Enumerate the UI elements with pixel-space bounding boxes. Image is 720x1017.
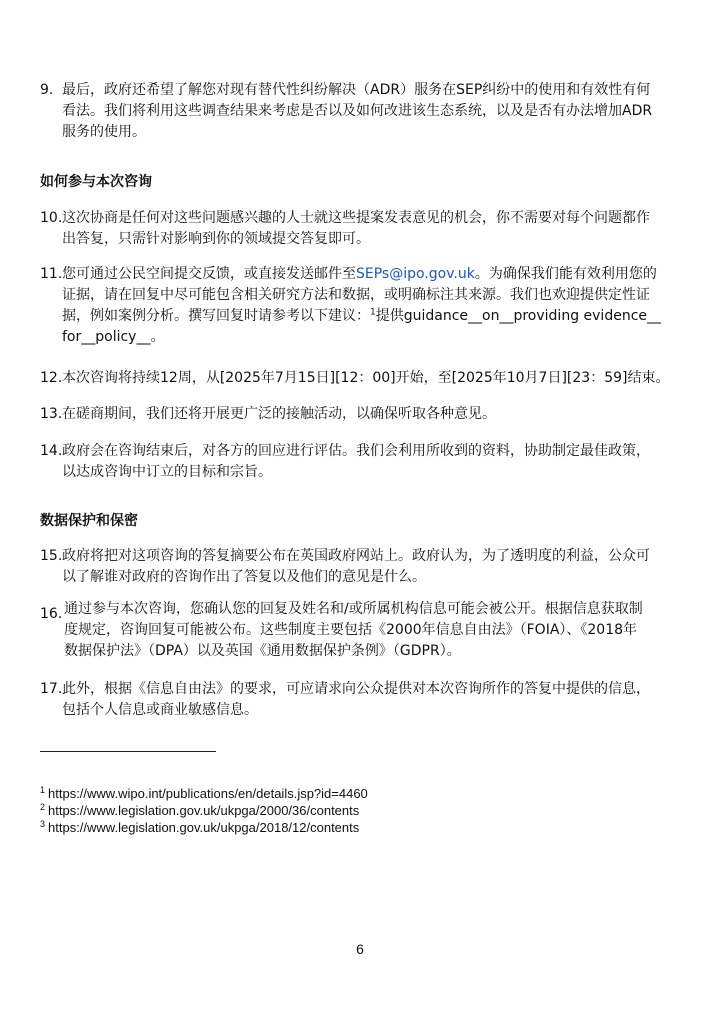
paragraph-line: 服务的使用。 bbox=[62, 124, 146, 140]
line-text: 您可通过公民空间提交反馈，或直接发送邮件至 bbox=[62, 266, 356, 282]
paragraph-16 bbox=[40, 599, 685, 662]
paragraph-line: 以达成咨询中订立的目标和宗旨。 bbox=[62, 464, 272, 480]
paragraph-number: 10. bbox=[40, 210, 63, 226]
paragraph-line: 出答复，只需针对影响到你的领域提交答复即可。 bbox=[62, 231, 370, 247]
paragraph-line: 政府会在咨询结束后，对各方的回应进行评估。我们会利用所收到的资料，协助制定最佳政策， bbox=[62, 443, 650, 459]
email-link[interactable]: SEPs@ipo.gov.uk bbox=[356, 266, 475, 282]
footnote-divider bbox=[40, 751, 216, 752]
paragraph-line: 此外，根据《信息自由法》的要求，可应请求向公众提供对本次咨询所作的答复中提供的信息， bbox=[62, 681, 650, 697]
paragraph-number: 15. bbox=[40, 548, 63, 564]
paragraph-11 bbox=[40, 264, 685, 348]
paragraph-14 bbox=[40, 441, 685, 483]
paragraph-number: 13. bbox=[40, 406, 63, 422]
line-text: 据，例如案例分析。撰写回复时请参考以下建议： bbox=[62, 308, 370, 324]
paragraph-line: 以了解谁对政府的咨询作出了答复以及他们的意见是什么。 bbox=[62, 569, 426, 585]
paragraph-line: 最后，政府还希望了解您对现有替代性纠纷解决（ADR）服务在SEP纠纷中的使用和有效性有何 bbox=[62, 82, 651, 98]
paragraph-number: 9. bbox=[40, 82, 54, 98]
paragraph-line: 证据，请在回复中尽可能包含相关研究方法和数据，或明确标注其来源。我们也欢迎提供定性证 bbox=[62, 287, 650, 303]
paragraph-line: 数据保护法》（DPA）以及英国《通用数据保护条例》（GDPR）。 bbox=[64, 643, 461, 659]
line-text: 。为确保我们能有效利用您的 bbox=[474, 266, 657, 282]
paragraph-10 bbox=[40, 208, 685, 250]
paragraph-line bbox=[62, 306, 685, 327]
page-number: 6 bbox=[356, 941, 364, 957]
paragraph-line: 在磋商期间，我们还将开展更广泛的接触活动，以确保听取各种意见。 bbox=[62, 406, 496, 422]
paragraph-line bbox=[62, 264, 685, 285]
paragraph-number: 17. bbox=[40, 681, 63, 697]
paragraph-line: 看法。我们将利用这些调查结果来考虑是否以及如何改进该生态系统，以及是否有办法增加ADR bbox=[62, 103, 653, 119]
footnote-number: 1 bbox=[40, 784, 46, 795]
line-text: 提供guidance__on__providing evidence__ bbox=[375, 308, 662, 324]
paragraph-15 bbox=[40, 546, 685, 588]
footnote-3 bbox=[40, 820, 359, 836]
paragraph-9 bbox=[40, 80, 685, 143]
footnote-1 bbox=[40, 786, 368, 802]
paragraph-number: 12. bbox=[40, 370, 63, 386]
paragraph-12 bbox=[40, 368, 685, 389]
footnote-url[interactable]: https://www.wipo.int/publications/en/details.jsp?id=4460 bbox=[48, 786, 368, 801]
paragraph-line: for__policy__。 bbox=[62, 329, 165, 345]
paragraph-line: 这次协商是任何对这些问题感兴趣的人士就这些提案发表意见的机会，你不需要对每个问题都作 bbox=[62, 210, 650, 226]
footnote-ref[interactable]: 1 bbox=[370, 307, 376, 318]
paragraph-number: 16. bbox=[40, 606, 63, 622]
paragraph-17 bbox=[40, 679, 685, 721]
footnote-number: 2 bbox=[40, 801, 46, 812]
section-heading-data-protection: 数据保护和保密 bbox=[40, 513, 138, 529]
footnote-url[interactable]: https://www.legislation.gov.uk/ukpga/2018/12/contents bbox=[48, 820, 360, 835]
section-heading-participate: 如何参与本次咨询 bbox=[40, 174, 152, 190]
paragraph-line: 度规定，咨询回复可能被公布。这些制度主要包括《2000年信息自由法》（FOIA）、《2018年 bbox=[64, 622, 638, 638]
paragraph-number: 14. bbox=[40, 443, 63, 459]
paragraph-13 bbox=[40, 404, 685, 425]
paragraph-line: 包括个人信息或商业敏感信息。 bbox=[62, 702, 258, 718]
footnote-2 bbox=[40, 803, 359, 819]
paragraph-number: 11. bbox=[40, 266, 63, 282]
footnote-url[interactable]: https://www.legislation.gov.uk/ukpga/2000/36/contents bbox=[48, 803, 360, 818]
paragraph-line: 通过参与本次咨询，您确认您的回复及姓名和/或所属机构信息可能会被公开。根据信息获取制 bbox=[64, 601, 643, 617]
paragraph-line: 本次咨询将持续12周，从[2025年7月15日][12：00]开始，至[2025年10月7日][23：59]结束。 bbox=[62, 370, 670, 386]
paragraph-line: 政府将把对这项咨询的答复摘要公布在英国政府网站上。政府认为，为了透明度的利益，公众可 bbox=[62, 548, 650, 564]
footnote-number: 3 bbox=[40, 818, 46, 829]
